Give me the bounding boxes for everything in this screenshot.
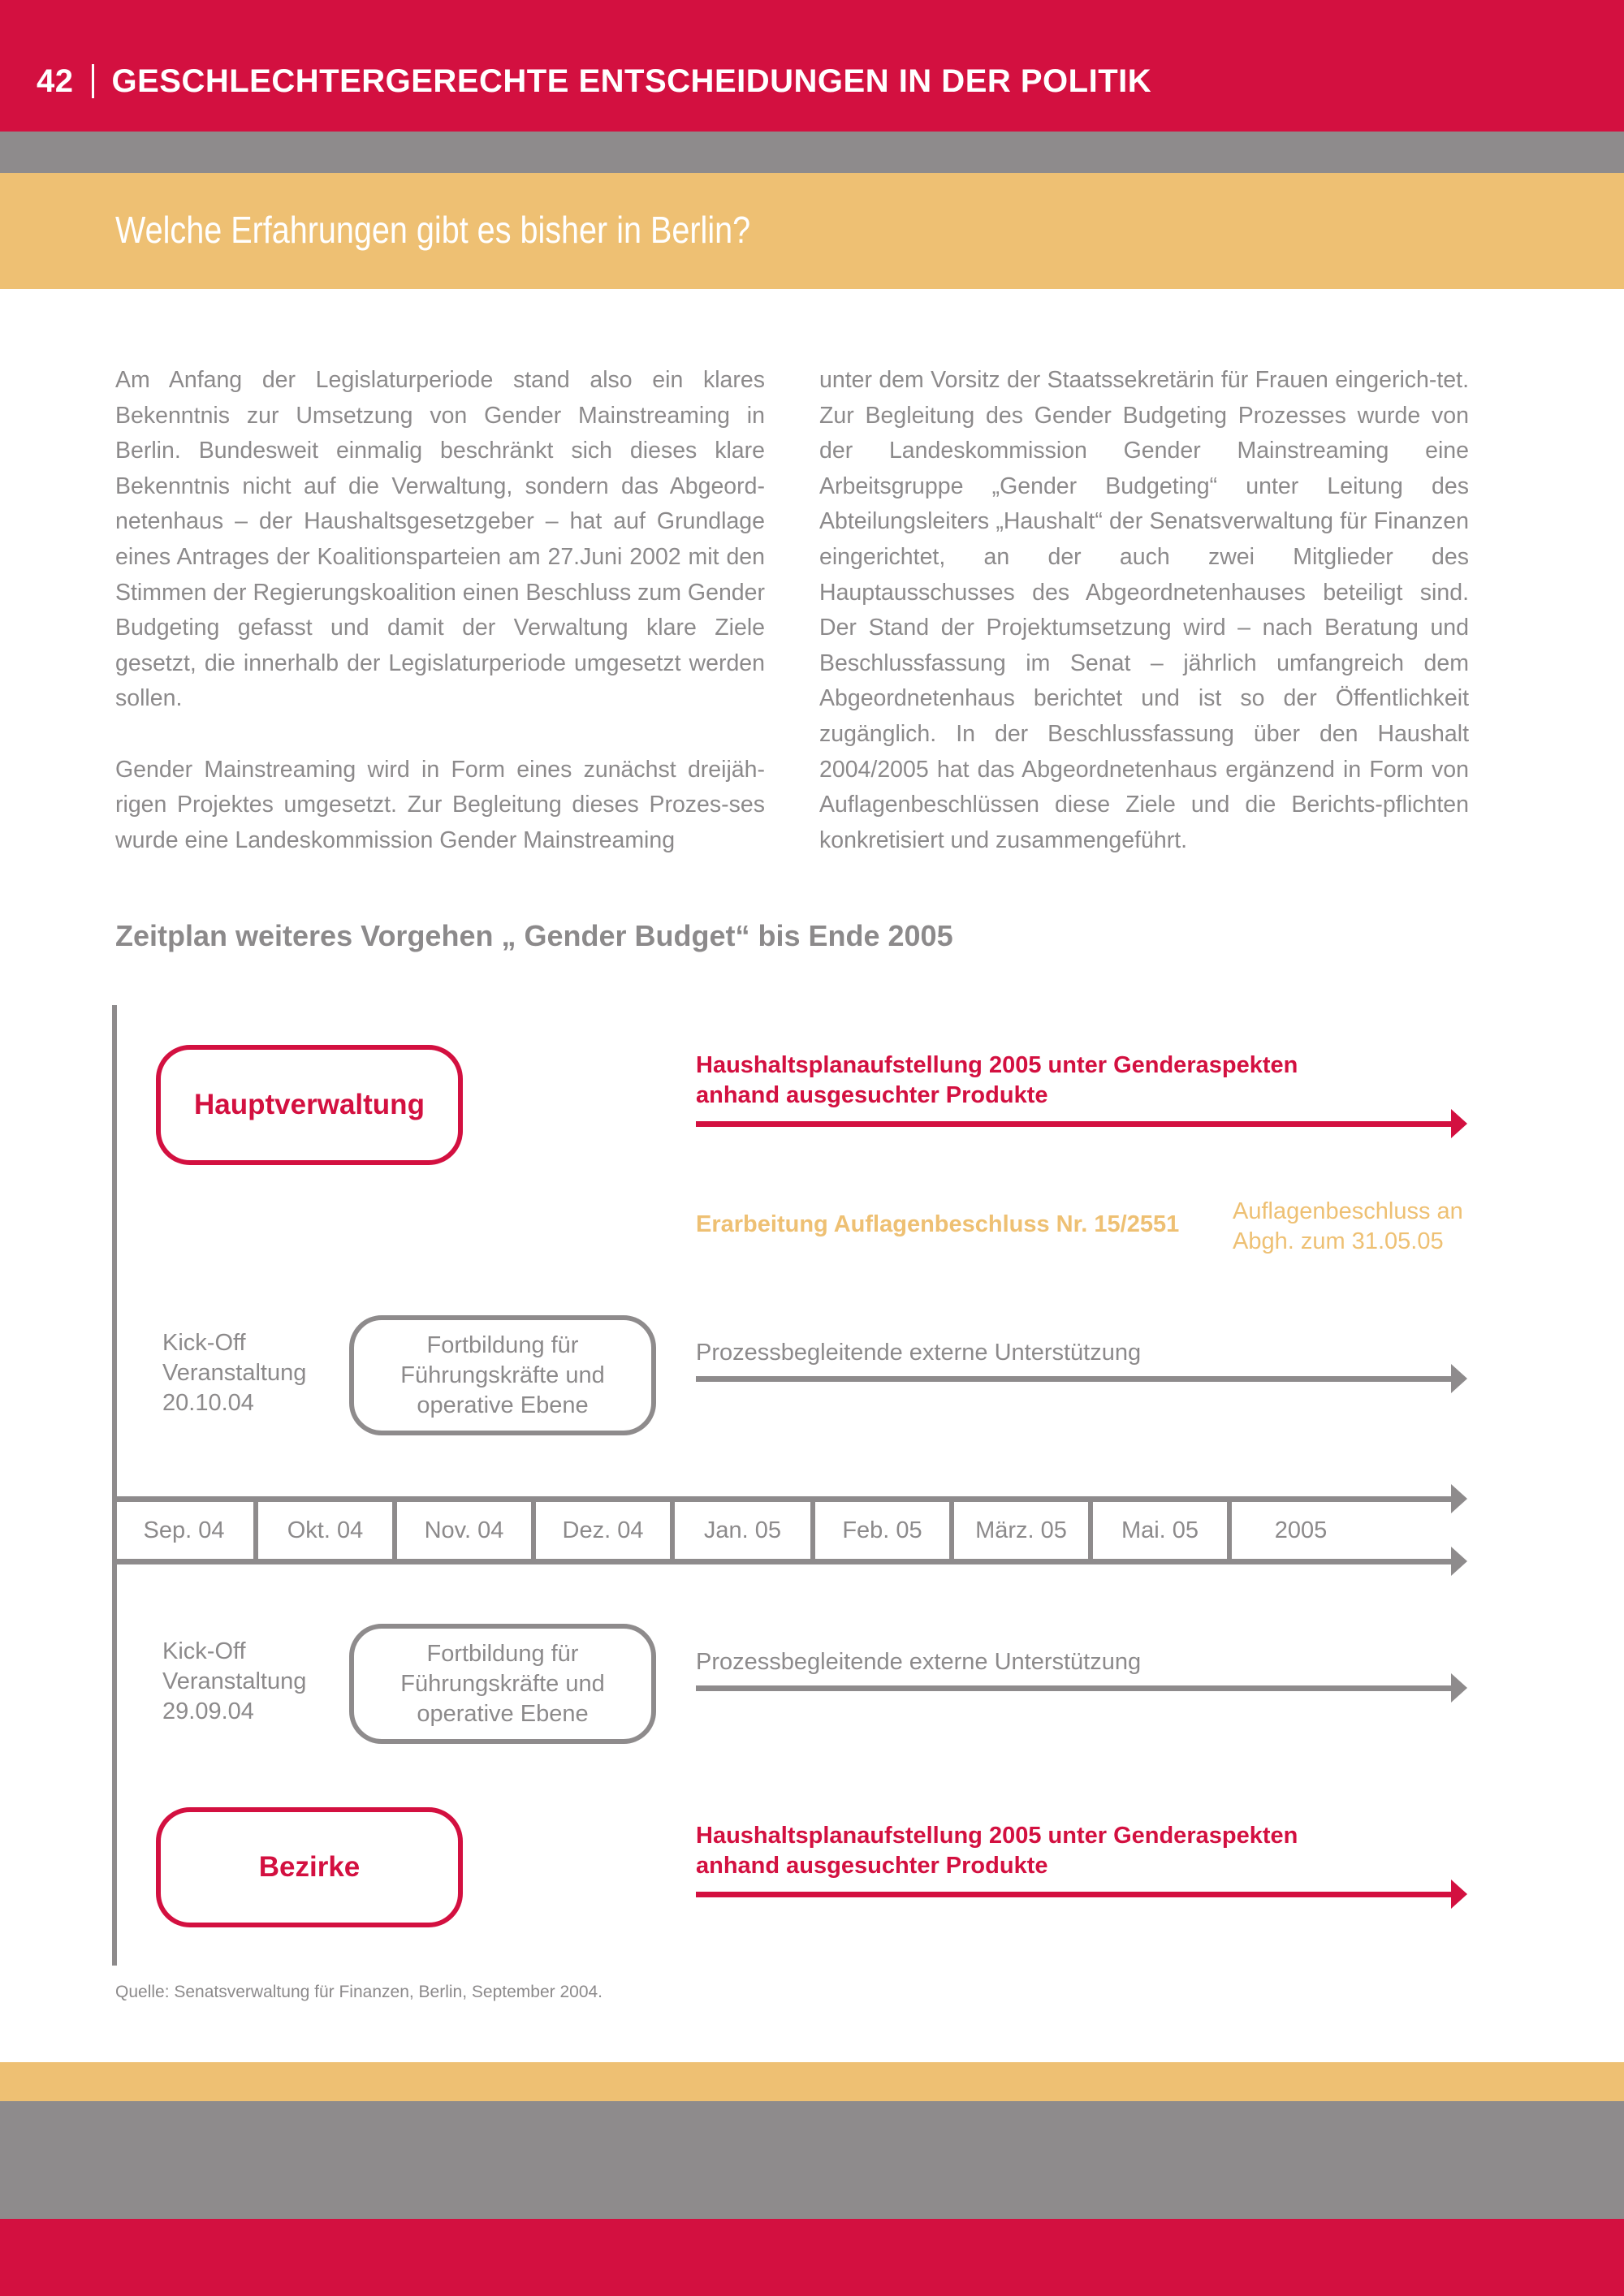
timeline-months	[114, 1499, 1462, 1562]
body-column-right	[819, 363, 1469, 894]
arrow-head-icon	[1451, 1880, 1467, 1909]
footer-band-red	[0, 2219, 1624, 2296]
source-note: Quelle: Senatsverwaltung für Finanzen, Berlin, September 2004.	[115, 1983, 603, 2001]
box-line: Fortbildung für	[426, 1331, 579, 1358]
upper-kickoff-label	[162, 1328, 306, 1418]
timeline-cell: Mai. 05	[1121, 1517, 1199, 1543]
diagram-vertical-axis	[112, 1005, 117, 1966]
timeline-cell: März. 05	[975, 1517, 1067, 1543]
header-separator	[92, 64, 94, 98]
label-line: Veranstaltung	[162, 1668, 307, 1694]
footer-band-gray	[0, 2101, 1624, 2219]
hauptverwaltung-label: Hauptverwaltung	[194, 1089, 425, 1120]
label-line: Veranstaltung	[162, 1360, 307, 1386]
bezirke-arrow-label	[696, 1821, 1298, 1881]
label-line: 20.10.04	[162, 1390, 254, 1416]
box-line: Fortbildung für	[426, 1640, 579, 1667]
footer-band-yellow	[0, 2062, 1624, 2101]
box-line: Führungskräfte und	[400, 1362, 605, 1388]
lower-support-arrow	[696, 1685, 1451, 1691]
lower-fortbildung-box	[349, 1624, 656, 1744]
timeline-cell: 2005	[1274, 1517, 1328, 1543]
header-band-gray	[0, 132, 1624, 173]
label-line: anhand ausgesuchter Produkte	[696, 1853, 1048, 1879]
arrow-head-icon	[1451, 1673, 1467, 1703]
box-line: operative Ebene	[417, 1700, 589, 1727]
box-line: Führungskräfte und	[400, 1670, 605, 1697]
upper-support-label: Prozessbegleitende externe Unterstützung	[696, 1340, 1142, 1366]
page-number: 42	[37, 63, 74, 99]
bezirke-label: Bezirke	[258, 1851, 361, 1883]
arrow-head-icon	[1451, 1364, 1467, 1393]
auflagen-work-label: Erarbeitung Auflagenbeschluss Nr. 15/2551	[696, 1211, 1180, 1237]
timeline-cell: Dez. 04	[562, 1517, 644, 1543]
timeline-cell: Jan. 05	[703, 1517, 782, 1543]
label-line: Kick-Off	[162, 1330, 246, 1356]
hauptverwaltung-box	[156, 1045, 463, 1165]
hauptverwaltung-arrow	[696, 1121, 1451, 1127]
timeline-cell: Nov. 04	[424, 1517, 504, 1543]
label-line: Auflagenbeschluss an	[1233, 1198, 1463, 1224]
upper-support-arrow	[696, 1376, 1451, 1382]
paragraph: Am Anfang der Legislaturperiode stand also ein klares Bekenntnis zur Umsetzung von Gender Mainstreaming in Berlin. Bundesweit einmalig beschränkt sich dieses klare Bekenntnis nicht auf die Verwaltung, sondern das Abgeord-netenhaus – der Haushaltsgesetzgeber – hat auf Grundlage eines Antrages der Koalitionsparteien am 27.Juni 2002 mit den Stimmen der Regierungskoalition einen Beschluss zum Gender Budgeting gefasst und damit der Verwaltung klare Ziele gesetzt, die innerhalb der Legislaturperiode umgesetzt werden sollen.	[115, 367, 765, 712]
label-line: Abgh. zum 31.05.05	[1233, 1228, 1444, 1254]
running-header	[37, 63, 1151, 100]
timeline-cell: Feb. 05	[842, 1517, 922, 1543]
lower-support-label: Prozessbegleitende externe Unterstützung	[696, 1649, 1142, 1675]
lower-kickoff-label	[162, 1637, 306, 1727]
auflagen-deadline-label	[1233, 1197, 1463, 1257]
diagram-title: Zeitplan weiteres Vorgehen „ Gender Budget“ bis Ende 2005	[115, 919, 953, 952]
label-line: Haushaltsplanaufstellung 2005 unter Genderaspekten	[696, 1052, 1298, 1078]
bezirke-arrow	[696, 1892, 1451, 1897]
timeline-cell: Sep. 04	[143, 1517, 225, 1543]
label-line: Kick-Off	[162, 1638, 246, 1664]
bezirke-box	[156, 1807, 463, 1927]
chapter-title: GESCHLECHTERGERECHTE ENTSCHEIDUNGEN IN DER POLITIK	[111, 63, 1152, 99]
box-line: operative Ebene	[417, 1392, 589, 1418]
label-line: 29.09.04	[162, 1698, 254, 1724]
body-column-left	[115, 363, 765, 894]
label-line: anhand ausgesuchter Produkte	[696, 1082, 1048, 1108]
paragraph: Gender Mainstreaming wird in Form eines zunächst dreijäh-rigen Projektes umgesetzt. Zur Begleitung dieses Prozes-ses wurde eine Landeskommission Gender Mainstreaming	[115, 756, 765, 853]
label-line: Haushaltsplanaufstellung 2005 unter Genderaspekten	[696, 1823, 1298, 1849]
timeline-cell: Okt. 04	[287, 1517, 364, 1543]
hauptverwaltung-arrow-label	[696, 1051, 1298, 1111]
arrow-head-icon	[1451, 1109, 1467, 1138]
section-title: Welche Erfahrungen gibt es bisher in Berlin?	[115, 209, 751, 251]
paragraph: unter dem Vorsitz der Staatssekretärin für Frauen eingerich-tet. Zur Begleitung des Gender Budgeting Prozesses wurde von der Landeskommission Gender Mainstreaming eine Arbeitsgruppe „Gender Budgeting“ unter Leitung des Abteilungsleiters „Haushalt“ der Senatsverwaltung für Finanzen eingerichtet, an der auch zwei Mitglieder des Hauptausschusses des Abgeordnetenhauses beteiligt sind. Der Stand der Projektumsetzung wird – nach Beratung und Beschlussfassung im Senat – jährlich umfangreich dem Abgeordnetenhaus berichtet und ist so der Öffentlichkeit zugänglich. In der Beschlussfassung über den Haushalt 2004/2005 hat das Abgeordnetenhaus ergänzend in Form von Auflagenbeschlüssen diese Ziele und die Berichts-pflichten konkretisiert und zusammengeführt.	[819, 367, 1469, 853]
upper-fortbildung-box	[349, 1315, 656, 1435]
